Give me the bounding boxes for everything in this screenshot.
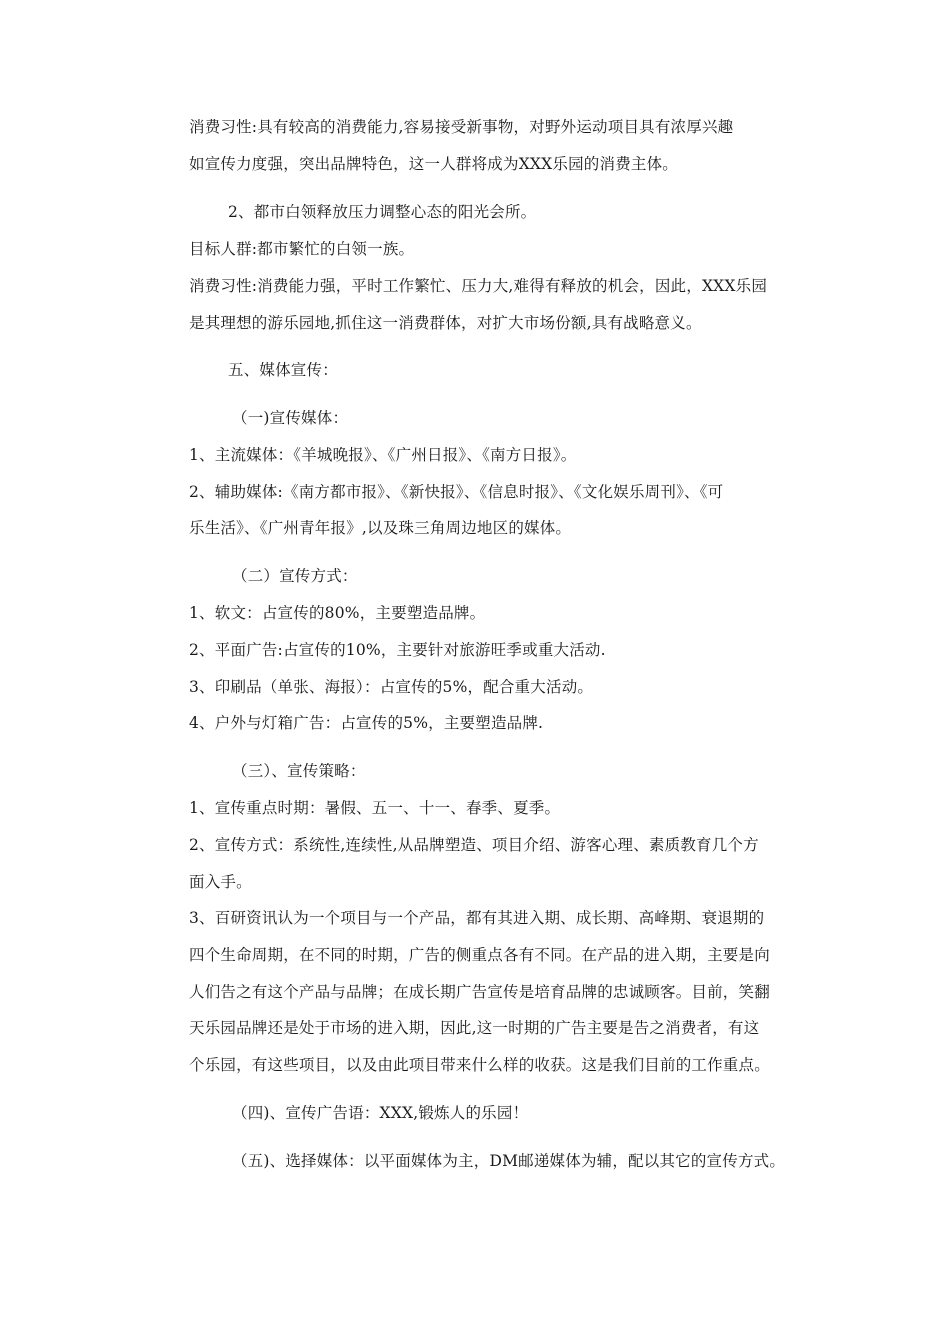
text-line: 消费习性:消费能力强，平时工作繁忙、压力大,难得有释放的机会，因此，XXX乐园 bbox=[189, 277, 768, 295]
text-line: 人们告之有这个产品与品牌；在成长期广告宣传是培育品牌的忠诚顾客。目前，笑翻 bbox=[189, 983, 770, 1001]
list-item: 2、平面广告:占宣传的10%，主要针对旅游旺季或重大活动. bbox=[189, 641, 606, 659]
subsection-heading: （一)宣传媒体： bbox=[232, 409, 349, 427]
text-line: 面入手。 bbox=[189, 873, 252, 891]
text-line: 四个生命周期，在不同的时期，广告的侧重点各有不同。在产品的进入期，主要是向 bbox=[189, 946, 770, 964]
section-heading: 2、都市白领释放压力调整心态的阳光会所。 bbox=[228, 203, 537, 221]
text-line: 如宣传力度强，突出品牌特色，这一人群将成为XXX乐园的消费主体。 bbox=[189, 155, 679, 173]
list-item: 3、百研资讯认为一个项目与一个产品，都有其进入期、成长期、高峰期、衰退期的 bbox=[189, 909, 765, 927]
list-item: 1、宣传重点时期：暑假、五一、十一、春季、夏季。 bbox=[189, 799, 561, 817]
list-item: 1、主流媒体：《羊城晚报》、《广州日报》、《南方日报》。 bbox=[189, 446, 577, 464]
section-heading: 五、媒体宣传： bbox=[228, 361, 338, 379]
subsection-heading: （五)、选择媒体：以平面媒体为主，DM邮递媒体为辅，配以其它的宣传方式。 bbox=[232, 1152, 786, 1170]
list-item: 2、宣传方式：系统性,连续性,从品牌塑造、项目介绍、游客心理、素质教育几个方 bbox=[189, 836, 759, 854]
text-line: 是其理想的游乐园地,抓住这一消费群体，对扩大市场份额,具有战略意义。 bbox=[189, 314, 702, 332]
list-item: 3、印刷品（单张、海报）：占宣传的5%，配合重大活动。 bbox=[189, 678, 594, 696]
subsection-heading: （三）、宣传策略： bbox=[232, 762, 366, 780]
text-line: 目标人群:都市繁忙的白领一族。 bbox=[189, 240, 415, 258]
text-line: 乐生活》、《广州青年报》,以及珠三角周边地区的媒体。 bbox=[189, 519, 572, 537]
list-item: 4、户外与灯箱广告：占宣传的5%，主要塑造品牌. bbox=[189, 714, 544, 732]
list-item: 1、软文：占宣传的80%，主要塑造品牌。 bbox=[189, 604, 486, 622]
subsection-heading: （四)、宣传广告语：XXX,锻炼人的乐园！ bbox=[232, 1104, 529, 1122]
text-line: 消费习性:具有较高的消费能力,容易接受新事物，对野外运动项目具有浓厚兴趣 bbox=[189, 118, 734, 136]
subsection-heading: （二）宣传方式： bbox=[232, 567, 358, 585]
text-line: 个乐园，有这些项目，以及由此项目带来什么样的收获。这是我们目前的工作重点。 bbox=[189, 1056, 770, 1074]
list-item: 2、辅助媒体:《南方都市报》、《新快报》、《信息时报》、《文化娱乐周刊》、《可 bbox=[189, 483, 724, 501]
text-line: 天乐园品牌还是处于市场的进入期，因此,这一时期的广告主要是告之消费者，有这 bbox=[189, 1019, 760, 1037]
